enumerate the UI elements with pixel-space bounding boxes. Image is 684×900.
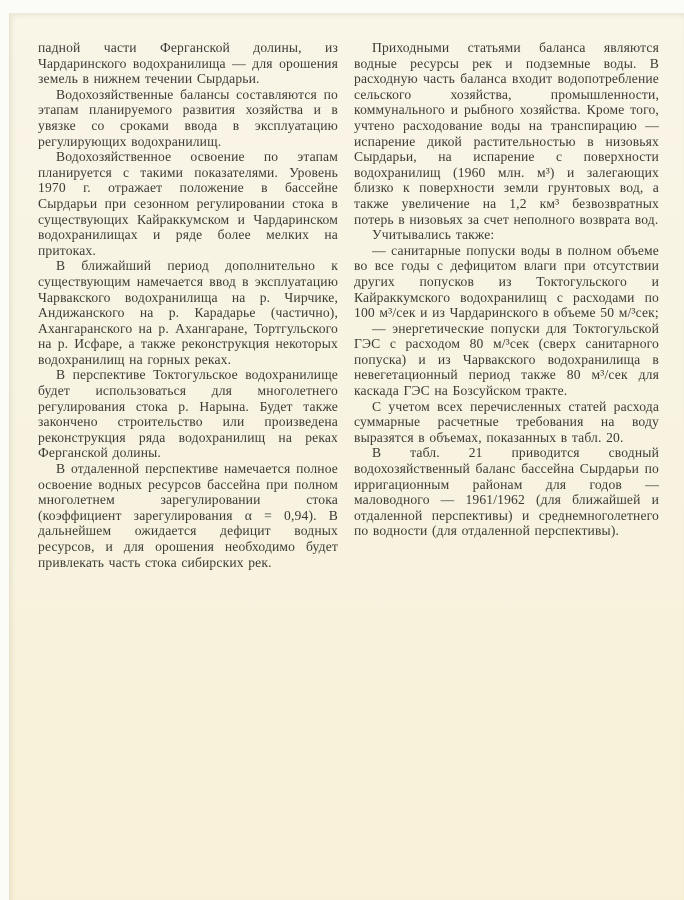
- paragraph: В перспективе Токтогульское водохранилище будет использоваться для многолетнего регулирования стока р. Нарына. Будет также закончено строительство или произведена реконструкция ряда водохранилищ на реках Ферганской долины.: [38, 367, 338, 461]
- paragraph: В отдаленной перспективе намечается полное освоение водных ресурсов бассейна при полном многолетнем зарегулировании стока (коэффициент зарегулирования α = 0,94). В дальнейшем ожидается дефицит водных ресурсов, и для орошения необходимо будет привлекать часть стока сибирских рек.: [38, 461, 338, 570]
- paragraph: — энергетические попуски для Токтогульской ГЭС с расходом 80 м/³сек (сверх санитарного попуска) и из Чарвакского водохранилища в невегетационный период также 80 м³/сек для каскада ГЭС на Бозсуйском тракте.: [354, 320, 659, 399]
- paragraph: В ближайший период дополнительно к существующим намечается ввод в эксплуатацию Чарвакского водохранилища на р. Чирчике, Андижанского на р. Карадарье (частично), Ахангаранского на р. Ахангаране, Тортгульского на р. Исфаре, а также реконструкция некоторых водохранилищ на горных реках.: [38, 258, 338, 367]
- paragraph: падной части Ферганской долины, из Чардаринского водохранилища — для орошения земель в нижнем течении Сырдарьи.: [38, 40, 338, 87]
- paragraph: Водохозяйственные балансы составляются по этапам планируемого развития хозяйства и в увязке со сроками ввода в эксплуатацию регулирующих водохранилищ.: [38, 86, 338, 149]
- paragraph: Приходными статьями баланса являются водные ресурсы рек и подземные воды. В расходную часть баланса входит водопотребление сельского хозяйства, промышленности, коммунального и рыбного хозяйства. Кроме того, учтено расходование воды на транспирацию — испарение дикой растительностью в низовьях Сырдарьи, на испарение с поверхности водохранилищ (1960 млн. м³) и залегающих близко к поверхности земли грунтовых вод, а также увеличение на 1,2 км³ безвозвратных потерь в низовьях за счет неполного возврата вод.: [354, 40, 659, 227]
- right-column: [354, 40, 659, 570]
- page-content: [10, 14, 684, 570]
- paragraph: С учетом всех перечисленных статей расхода суммарные расчетные требования на воду выразятся в объемах, показанных в табл. 20.: [354, 398, 659, 445]
- paragraph: В табл. 21 приводится сводный водохозяйственный баланс бассейна Сырдарьи по ирригационным районам для годов — маловодного — 1961/1962 (для ближайшей и отдаленной перспективы) и среднемноголетнего по водности (для отдаленной перспективы).: [354, 445, 659, 539]
- book-page: [9, 13, 684, 900]
- paragraph: Водохозяйственное освоение по этапам планируется с такими показателями. Уровень 1970 г. отражает положение в бассейне Сырдарьи при сезонном регулировании стока в существующих Кайраккумском и Чардаринском водохранилищах и ряде более мелких на притоках.: [38, 149, 338, 258]
- paragraph: Учитывались также:: [372, 227, 495, 243]
- left-column: [38, 40, 338, 570]
- paragraph: — санитарные попуски воды в полном объеме во все годы с дефицитом влаги при отсутствии других попусков из Токтогульского и Кайраккумского водохранилищ с расходами по 100 м³/сек и из Чардаринского в объеме 50 м/³сек;: [354, 242, 659, 321]
